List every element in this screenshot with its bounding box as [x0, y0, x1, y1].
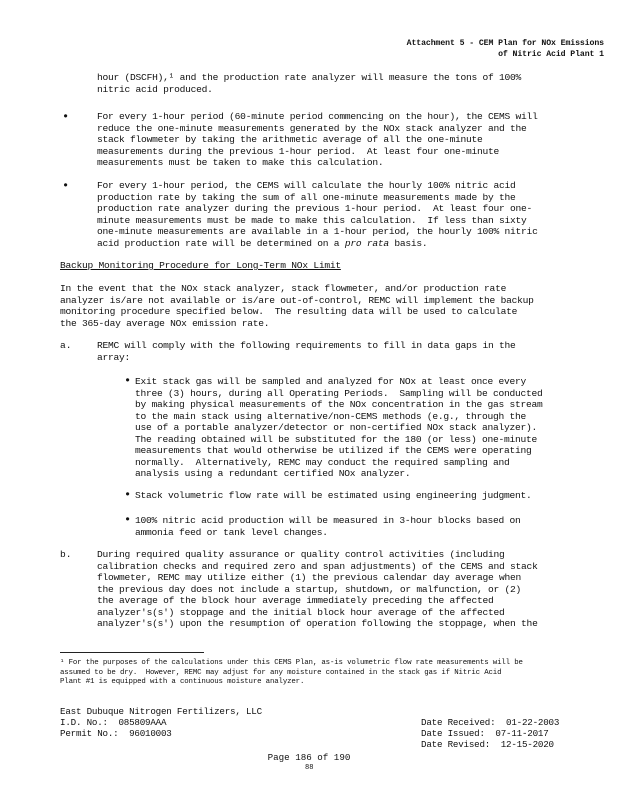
item-b-label: b.	[60, 549, 72, 560]
bullet-marker: •	[124, 488, 132, 502]
text-line: flowmeter, REMC may utilize either (1) the previous calendar day average when	[97, 572, 522, 583]
footnote	[60, 659, 523, 688]
footer-line: Permit No.: 96010003	[60, 728, 172, 739]
text-line: analyzer is/are not available or is/are out-of-control, REMC will implement the backup	[60, 294, 534, 306]
text-line	[97, 238, 538, 250]
footer-line: East Dubuque Nitrogen Fertilizers, LLC	[60, 706, 262, 717]
text-line: use of a portable analyzer/detector or non-certified NOx stack analyzer).	[135, 422, 538, 433]
text-line: stack flowmeter by taking the arithmetic average of all the one-minute	[97, 134, 483, 145]
footnote-line: Plant #1 is equipped with a continuous moisture analyzer.	[60, 678, 305, 687]
sub-bullet-acid-production	[135, 515, 521, 538]
text-line: analyzer's(s') stoppage and the initial block hour average of the affected	[97, 606, 505, 618]
text-line: ammonia feed or tank level changes.	[135, 526, 328, 538]
text-line: measurements that would otherwise be utilized if the CEMS were operating	[135, 445, 532, 456]
text-line: production rate analyzer during the previous 1-hour period. At least four one-	[97, 203, 533, 214]
text-line: reduce the one-minute measurements generated by the NOx stack analyzer and the	[97, 122, 527, 134]
page-mark: 88	[305, 764, 314, 772]
text-line: measurements must be taken to make this calculation.	[97, 157, 384, 168]
bullet-hourly-average	[97, 111, 538, 169]
text-line: normally. Alternatively, REMC may conduct the required sampling and	[135, 456, 510, 468]
text-line: 100% nitric acid production will be measured in 3-hour blocks based on	[135, 515, 521, 526]
header-line-2: of Nitric Acid Plant 1	[498, 50, 604, 59]
item-a-text	[97, 340, 516, 363]
text-line: The reading obtained will be substituted for the 180 (or less) one-minute	[135, 433, 538, 445]
text-line: the 365-day average NOx emission rate.	[60, 317, 270, 329]
footer-facility-info	[60, 706, 262, 739]
item-a-label: a.	[60, 340, 72, 351]
text-line: For every 1-hour period, the CEMS will calculate the hourly 100% nitric acid	[97, 180, 516, 191]
sub-bullet-stack-sampling	[135, 376, 543, 480]
text-line: nitric acid produced.	[97, 83, 213, 95]
sub-bullet-flow-rate	[135, 490, 532, 502]
bullet-marker: •	[62, 110, 70, 124]
text-line: the previous day does not include a startup, shutdown, or malfunction, or (2)	[97, 583, 522, 595]
bullet-marker: •	[124, 513, 132, 527]
continued-paragraph	[97, 72, 521, 95]
text-line: the average of the block hour average immediately preceding the affected	[97, 595, 494, 606]
text-line: three (3) hours, during all Operating Periods. Sampling will be conducted	[135, 387, 543, 399]
footer-dates	[421, 717, 559, 750]
attachment-header	[407, 38, 604, 60]
page-number: Page 186 of 190	[267, 752, 351, 763]
text-line: by making physical measurements of the NOx concentration in the gas stream	[135, 399, 543, 410]
footer-line: I.D. No.: 085809AAA	[60, 717, 167, 728]
text-line: hour (DSCFH),¹ and the production rate analyzer will measure the tons of 100%	[97, 72, 522, 83]
section-heading: Backup Monitoring Procedure for Long-Term NOx Limit	[60, 260, 341, 271]
footnote-divider	[60, 652, 204, 653]
header-line-1: Attachment 5 - CEM Plan for NOx Emissions	[406, 39, 604, 48]
text-line: minute measurements must be made to make this calculation. If less than sixty	[97, 214, 527, 226]
italic-term: pro rata	[344, 237, 389, 249]
text-line: REMC will comply with the following requirements to fill in data gaps in the	[97, 340, 516, 351]
footnote-line: assumed to be dry. However, REMC may adjust for any moisture contained in the stack gas if Nitric Acid	[60, 668, 502, 677]
text-line: analysis using a redundant certified NOx analyzer.	[135, 468, 411, 479]
text-line: analyzer's(s') upon the resumption of operation following the stoppage, when the	[97, 618, 538, 629]
text-line: to the main stack using alternative/non-CEMS methods (e.g., through the	[135, 410, 527, 422]
text-line: calibration checks and required zero and span adjustments) of the CEMS and stack	[97, 560, 538, 572]
item-b-text	[97, 549, 538, 630]
bullet-marker: •	[62, 179, 70, 193]
backup-procedure-paragraph	[60, 283, 534, 329]
text-line: During required quality assurance or quality control activities (including	[97, 549, 505, 560]
text-line: monitoring procedure specified below. The resulting data will be used to calculate	[60, 306, 518, 317]
text-fragment: acid production rate will be determined on a	[97, 237, 345, 249]
bullet-marker: •	[124, 374, 132, 388]
text-line: For every 1-hour period (60-minute period commencing on the hour), the CEMS will	[97, 111, 538, 122]
footer-line: Date Issued: 07-11-2017	[421, 728, 549, 739]
text-line: Stack volumetric flow rate will be estimated using engineering judgment.	[135, 490, 532, 501]
text-line: measurements during the previous 1-hour period. At least four one-minute	[97, 145, 500, 157]
footer-line: Date Revised: 12-15-2020	[421, 739, 554, 750]
text-line: production rate by taking the sum of all one-minute measurements made by the	[97, 191, 516, 203]
bullet-production-rate	[97, 180, 538, 249]
text-line: one-minute measurements are available in a 1-hour period, the hourly 100% nitric	[97, 226, 538, 237]
text-line: Exit stack gas will be sampled and analyzed for NOx at least once every	[135, 376, 527, 387]
footer-line: Date Received: 01-22-2003	[421, 717, 560, 728]
text-fragment: basis.	[388, 237, 428, 249]
footnote-line: ¹ For the purposes of the calculations under this CEMS Plan, as-is volumetric flow rate measurements will be	[60, 659, 523, 667]
text-line: In the event that the NOx stack analyzer, stack flowmeter, and/or production rate	[60, 283, 507, 294]
text-line: array:	[97, 351, 131, 363]
